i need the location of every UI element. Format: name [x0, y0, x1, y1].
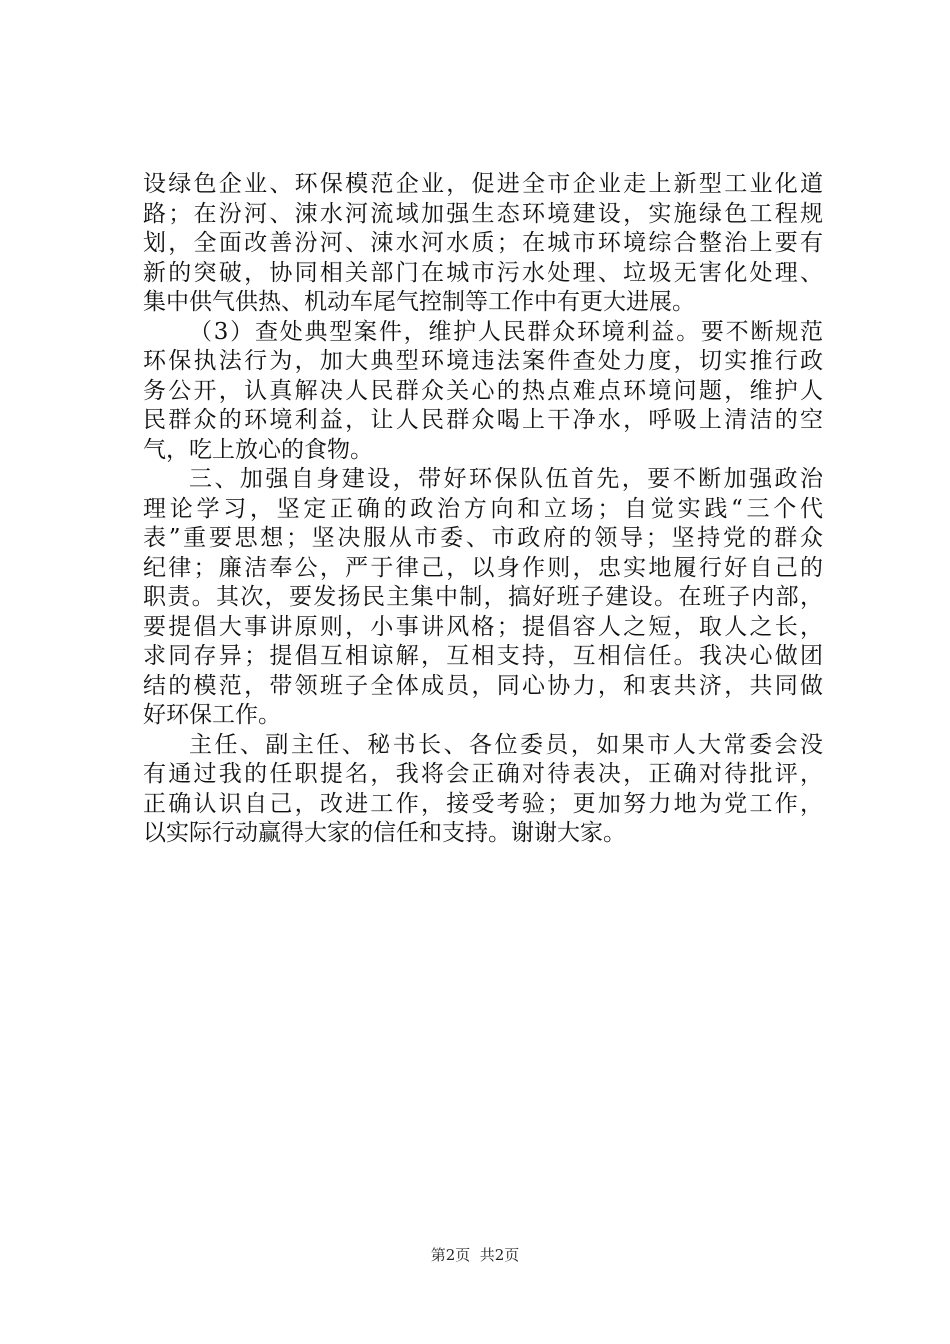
- text-line: 职责。其次，要发扬民主集中制，搞好班子建设。在班子内部，: [143, 584, 823, 610]
- text-line: 正确认识自己，改进工作，接受考验；更加努力地为党工作，: [143, 790, 823, 817]
- text-line: 路；在汾河、涑水河流域加强生态环境建设，实施绿色工程规: [143, 200, 823, 227]
- text-line: 设绿色企业、环保模范企业，促进全市企业走上新型工业化道: [143, 171, 823, 197]
- text-line: 气，吃上放心的食物。: [143, 436, 373, 463]
- text-line: 集中供气供热、机动车尾气控制等工作中有更大进展。: [143, 289, 695, 315]
- text-line: 新的突破，协同相关部门在城市污水处理、垃圾无害化处理、: [143, 259, 823, 286]
- text-line: 主任、副主任、秘书长、各位委员，如果市人大常委会没: [189, 731, 823, 758]
- document-body: [143, 170, 823, 849]
- text-line: 纪律；廉洁奉公，严于律己，以身作则，忠实地履行好自己的: [143, 554, 823, 581]
- text-line: 求同存异；提倡互相谅解，互相支持，互相信任。我决心做团: [143, 643, 823, 669]
- text-line: （3）查处典型案件，维护人民群众环境利益。要不断规范: [189, 318, 823, 345]
- text-line: 三、加强自身建设，带好环保队伍首先，要不断加强政治: [189, 466, 823, 492]
- page-footer: 第2页 共2页: [430, 1246, 520, 1264]
- text-line: 划，全面改善汾河、涑水河水质；在城市环境综合整治上要有: [143, 230, 823, 256]
- text-line: 民群众的环境利益，让人民群众喝上干净水，呼吸上清洁的空: [143, 407, 823, 433]
- text-line: 以实际行动赢得大家的信任和支持。谢谢大家。: [143, 820, 626, 846]
- text-line: 有通过我的任职提名，我将会正确对待表决，正确对待批评，: [143, 761, 823, 787]
- text-line: 结的模范，带领班子全体成员，同心协力，和衷共济，共同做: [143, 672, 823, 699]
- text-line: 要提倡大事讲原则，小事讲风格；提倡容人之短，取人之长，: [143, 613, 823, 640]
- text-line: 理论学习，坚定正确的政治方向和立场；自觉实践“三个代: [143, 495, 823, 522]
- text-line: 务公开，认真解决人民群众关心的热点难点环境问题，维护人: [143, 377, 823, 404]
- text-line: 表”重要思想；坚决服从市委、市政府的领导；坚持党的群众: [143, 525, 823, 551]
- text-line: 好环保工作。: [143, 702, 281, 728]
- text-line: 环保执法行为，加大典型环境违法案件查处力度，切实推行政: [143, 348, 823, 374]
